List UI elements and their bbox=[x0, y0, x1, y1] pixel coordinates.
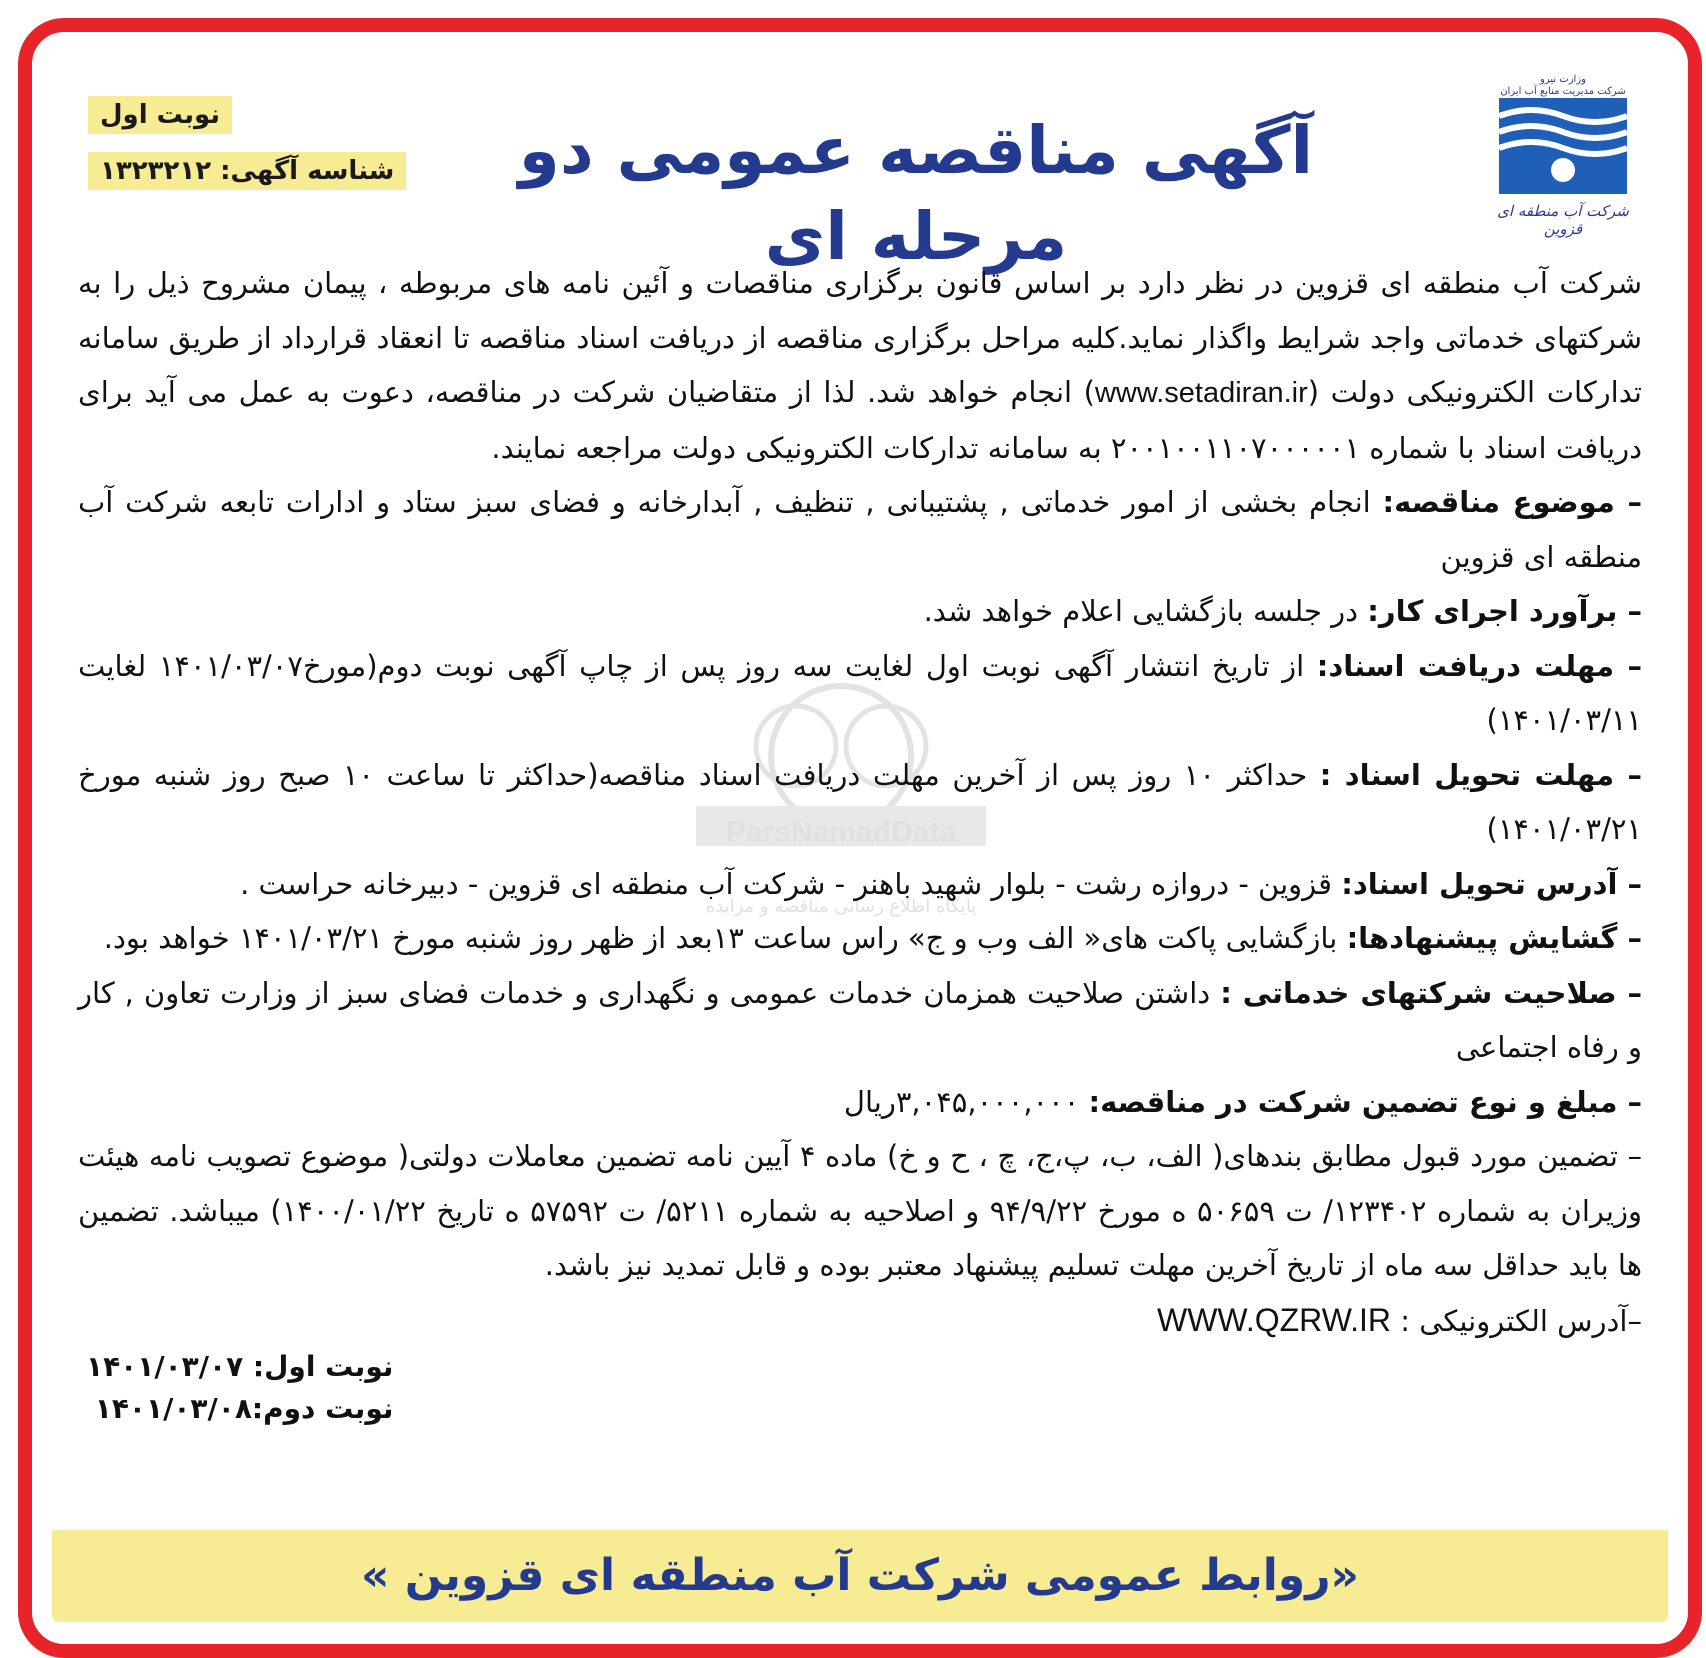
second-round-date: نوبت دوم:۱۴۰۱/۰۳/۰۸ bbox=[94, 1392, 394, 1425]
item-opening: – گشایش پیشنهادها: بازگشایی پاکت های« الف وب و ج» راس ساعت ۱۳بعد از ظهر روز شنبه مورخ ۱۴۰۱/۰۳/۲۱ خواهد بود. bbox=[103, 921, 1642, 955]
water-logo-icon bbox=[1499, 98, 1627, 194]
item-guarantee-note: – تضمین مورد قبول مطابق بندهای( الف، ب، پ،ج، چ ، ح و خ) ماده ۴ آیین نامه تضمین معاملات دولتی( موضوع تصویب نامه هیئت وزیران به شماره ۱۲۳۴۰۲/ ت ۵۰۶۵۹ ه مورخ ۹۴/۹/۲۲ و اصلاحیه به شماره ۵۲۱۱/ ت ۵۷۵۹۲ ه تاریخ ۱۴۰۰/۰۱/۲۲) میباشد. تضمین ها باید حداقل سه ماه از تاریخ آخرین مهلت تسلیم پیشنهاد معتبر بوده و قابل تمدید نیز باشد. bbox=[78, 1139, 1642, 1282]
setad-url[interactable]: www.setadiran.ir bbox=[1094, 377, 1308, 409]
intro-paragraph: شرکت آب منطقه ای قزوین در نظر دارد بر اساس قانون برگزاری مناقصات و آئین نامه های مربوطه ، پیمان مشروح ذیل را به شرکتهای خدماتی واجد شرایط واگذار نماید.کلیه مراحل برگزاری مناقصه از دریافت اسناد مناقصه تا انعقاد قرارداد از طریق سامانه تدارکات الکترونیکی دولت (www.setadiran.ir) انجام خواهد شد. لذا از متقاضیان شرکت در مناقصه، دعوت به عمل می آید برای دریافت اسناد با شماره ۲۰۰۱۰۰۱۱۰۷۰۰۰۰۰۱ به سامانه تدارکات الکترونیکی دولت مراجعه نمایند. bbox=[78, 266, 1643, 465]
item-estimate: – برآورد اجرای کار: در جلسه بازگشایی اعلام خواهد شد. bbox=[923, 594, 1642, 628]
watermark-name: ParsNamadData bbox=[725, 816, 957, 849]
logo-ministry: وزارت نیرو bbox=[1539, 74, 1586, 85]
item-doc-receive: – مهلت دریافت اسناد: از تاریخ انتشار آگهی نوبت اول لغایت سه روز پس از چاپ آگهی نوبت دوم(مورخ۱۴۰۱/۰۳/۰۷ لغایت ۱۴۰۱/۰۳/۱۱) bbox=[78, 648, 1642, 737]
item-subject: – موضوع مناقصه: انجام بخشی از امور خدماتی , پشتیبانی , تنظیف , آبدارخانه و فضای سبز ستاد و ادارات تابعه شرکت آب منطقه ای قزوین bbox=[78, 485, 1642, 574]
item-guarantee: – مبلغ و نوع تضمین شرکت در مناقصه: ۳,۰۴۵,۰۰۰,۰۰۰ریال bbox=[843, 1084, 1642, 1119]
website-url[interactable]: WWW.QZRW.IR bbox=[1156, 1301, 1392, 1338]
notice-text bbox=[78, 256, 1642, 1348]
notice-frame bbox=[18, 18, 1702, 1658]
company-logo bbox=[1488, 74, 1638, 244]
ad-id-badge: شناسه آگهی: ۱۳۲۳۲۱۲ bbox=[88, 152, 406, 190]
item-doc-delivery: – مهلت تحویل اسناد : حداکثر ۱۰ روز پس از آخرین مهلت دریافت اسناد مناقصه(حداکثر تا ساعت ۱۰ صبح روز شنبه مورخ ۱۴۰۱/۰۳/۲۱) bbox=[78, 757, 1642, 846]
page-title: آگهی مناقصه عمومی دو مرحله ای bbox=[518, 112, 1314, 275]
logo-company-name: شرکت آب منطقه ای قزوین bbox=[1497, 202, 1629, 238]
first-round-date: نوبت اول: ۱۴۰۱/۰۳/۰۷ bbox=[86, 1350, 394, 1383]
publication-dates bbox=[86, 1346, 393, 1430]
footer-banner: «روابط عمومی شرکت آب منطقه ای قزوین » bbox=[52, 1530, 1668, 1622]
item-address: – آدرس تحویل اسناد: قزوین - دروازه رشت - بلوار شهید باهنر - شرکت آب منطقه ای قزوین - دبیرخانه حراست . bbox=[240, 866, 1642, 901]
watermark-subtitle: پایگاه اطلاع رسانی مناقصه و مزایده bbox=[705, 896, 977, 917]
logo-parent-company: شرکت مدیریت منابع آب ایران bbox=[1500, 86, 1626, 97]
item-website: –آدرس الکترونیکی : WWW.QZRW.IR bbox=[1156, 1301, 1642, 1338]
round-badge: نوبت اول bbox=[88, 96, 232, 134]
item-qualification: – صلاحیت شرکتهای خدماتی : داشتن صلاحیت همزمان خدمات عمومی و نگهداری و خدمات فضای سبز از وزارت تعاون , کار و رفاه اجتماعی bbox=[78, 975, 1642, 1064]
notice-body bbox=[46, 46, 1674, 1630]
